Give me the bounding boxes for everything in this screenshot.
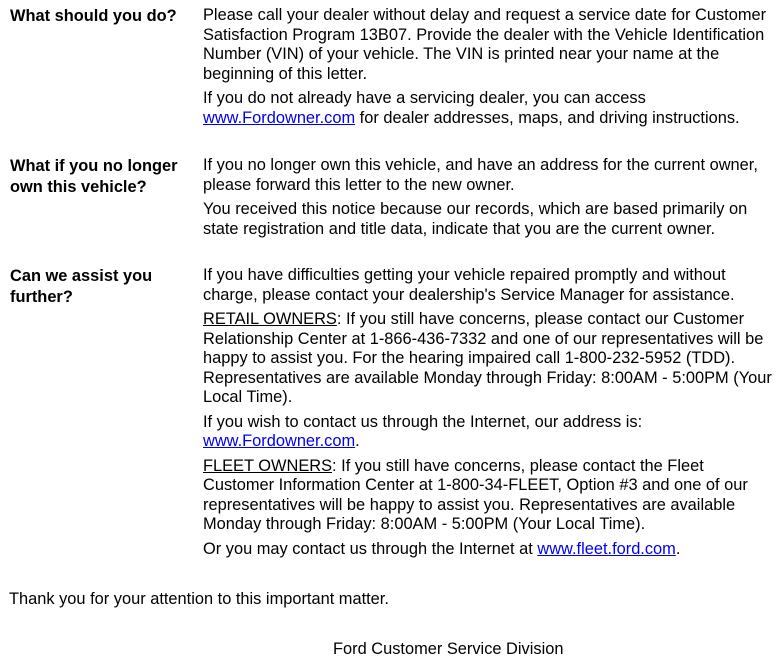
retail-owners-label: RETAIL OWNERS (203, 310, 337, 328)
fleet-owners-label: FLEET OWNERS (203, 456, 333, 475)
fleet-ford-link[interactable]: www.fleet.ford.com (537, 539, 676, 558)
paragraph-text: If you wish to contact us through the Internet, our address is: (203, 412, 643, 431)
section-heading: Can we assist you further? (10, 267, 153, 306)
paragraph: Please call your dealer without delay and request a service date for Customer Satisfaction Program 13B07. Provide the dealer with the Vehicle Identification Number (VIN) of your vehicle. The VIN is printed near your name at the beginning of this letter. (203, 6, 767, 83)
paragraph-text: for dealer addresses, maps, and driving instructions. (355, 108, 740, 127)
paragraph-text: . (675, 539, 681, 558)
closing-text: Thank you for your attention to this important matter. (9, 590, 389, 608)
section-body (203, 156, 777, 244)
paragraph (203, 89, 777, 128)
paragraph-text: If you do not already have a servicing dealer, you can access (203, 89, 646, 107)
section-body (203, 6, 777, 133)
fordowner-link[interactable]: www.Fordowner.com (203, 108, 356, 127)
paragraph-text: Or you may contact us through the Internet at (203, 539, 538, 558)
section-body (203, 266, 777, 564)
section-heading: What if you no longer own this vehicle? (10, 157, 178, 196)
paragraph: If you no longer own this vehicle, and have an address for the current owner, please forward this letter to the new owner. (203, 156, 758, 194)
paragraph-text: : If you still have concerns, please contact the Fleet Customer Information Center at 1-800-34-FLEET, Option #3 and one of our representatives will be happy to assist you. Representatives are available Monday through Friday: 8:00AM - 5:00PM (Your Local Time). (203, 456, 748, 533)
paragraph: If you have difficulties getting your vehicle repaired promptly and without charge, please contact your dealership's Service Manager for assistance. (203, 266, 735, 304)
paragraph: You received this notice because our records, which are based primarily on state registration and title data, indicate that you are the current owner. (203, 200, 748, 238)
section-heading: What should you do? (10, 7, 177, 25)
fleet-owners-paragraph (203, 457, 777, 535)
paragraph (203, 540, 777, 560)
paragraph-text: . (355, 432, 360, 450)
retail-owners-paragraph (203, 310, 777, 408)
fordowner-link[interactable]: www.Fordowner.com (203, 432, 356, 450)
signature: Ford Customer Service Division (333, 640, 564, 658)
paragraph (203, 413, 777, 452)
paragraph-text: : If you still have concerns, please contact our Customer Relationship Center at 1-866-436-7332 and one of our representatives will be happy to assist you. For the hearing impaired call 1-800-232-5952 (TDD). Representatives are available Monday through Friday: 8:00AM - 5:00PM (Your Local Time). (203, 310, 772, 406)
